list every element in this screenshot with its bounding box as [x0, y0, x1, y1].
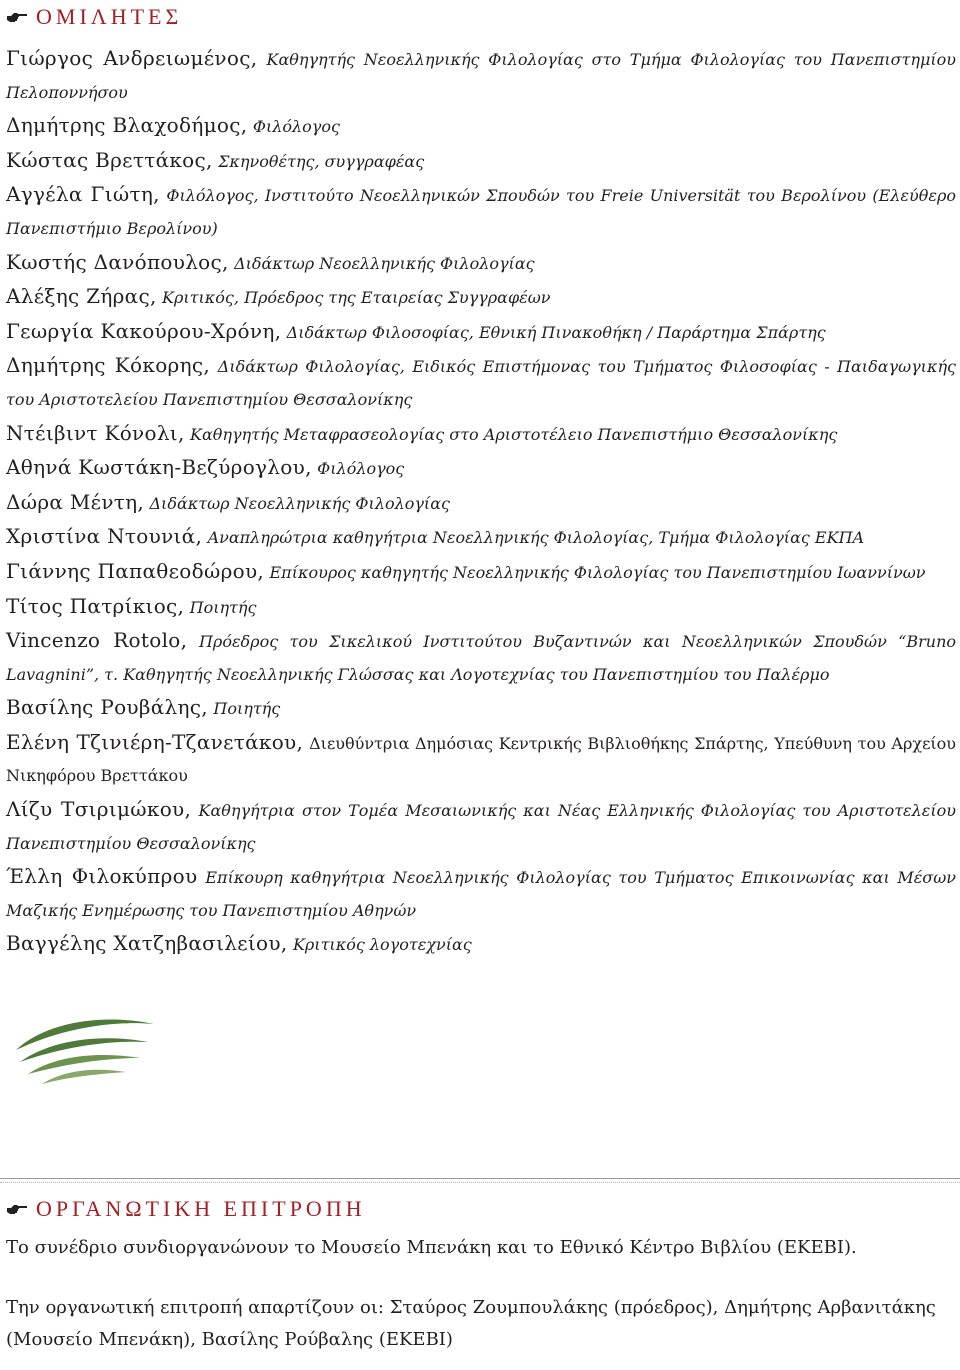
speaker-entry: [6, 927, 956, 962]
pointing-hand-icon: [6, 10, 28, 24]
speaker-name: Λίζυ Τσιριμώκου,: [6, 797, 192, 822]
speaker-description: Διδάκτωρ Φιλολογίας, Ειδικός Επιστήμονας του Τμήματος Φιλοσοφίας - Παιδαγωγικής του Αριστοτελείου Πανεπιστημίου Θεσσαλονίκης: [6, 357, 956, 409]
speaker-entry: [6, 624, 956, 691]
pointing-hand-icon: [6, 1202, 28, 1216]
speaker-entry: [6, 451, 956, 486]
speakers-list: [6, 42, 956, 962]
speaker-entry: [6, 178, 956, 245]
committee-paragraph-2: Την οργανωτική επιτροπή απαρτίζουν οι: Σταύρος Ζουμπουλάκης (πρόεδρος), Δημήτρης Αρβανιτάκης (Μουσείο Μπενάκη), Βασίλης Ρούβαλης (ΕΚΕΒΙ): [6, 1297, 936, 1350]
speaker-description: Διδάκτωρ Νεοελληνικής Φιλολογίας: [149, 493, 450, 513]
speaker-description: Διδάκτωρ Νεοελληνικής Φιλολογίας: [234, 253, 535, 273]
speaker-description: Κριτικός λογοτεχνίας: [292, 935, 472, 955]
speaker-entry: [6, 144, 956, 179]
speaker-description: Διδάκτωρ Φιλοσοφίας, Εθνική Πινακοθήκη / Παράρτημα Σπάρτης: [286, 322, 826, 342]
speaker-entry: [6, 417, 956, 452]
speaker-name: Γεωργία Κακούρου-Χρόνη,: [6, 318, 282, 343]
speaker-description: Αναπληρώτρια καθηγήτρια Νεοελληνικής Φιλολογίας, Τμήμα Φιλολογίας ΕΚΠΑ: [207, 528, 865, 548]
speaker-entry: [6, 520, 956, 555]
speaker-entry: [6, 280, 956, 315]
speaker-description: Κριτικός, Πρόεδρος της Εταιρείας Συγγραφέων: [162, 288, 551, 308]
speaker-description: Επίκουρος καθηγητής Νεοελληνικής Φιλολογίας του Πανεπιστημίου Ιωαννίνων: [269, 562, 926, 582]
speaker-name: Αλέξης Ζήρας,: [6, 284, 157, 309]
speaker-entry: [6, 726, 956, 793]
speaker-description: Ποιητής: [213, 699, 281, 719]
committee-paragraph-1: Το συνέδριο συνδιοργανώνουν το Μουσείο Μπενάκη και το Εθνικό Κέντρο Βιβλίου (ΕΚΕΒΙ).: [6, 1237, 857, 1258]
speaker-entry: [6, 315, 956, 350]
speaker-entry: [6, 860, 956, 927]
section-divider-dotted: [0, 1182, 960, 1183]
speaker-name: Κωστής Δανόπουλος,: [6, 249, 229, 274]
speaker-description: Ποιητής: [189, 597, 257, 617]
speaker-entry: [6, 349, 956, 416]
speaker-name: Κώστας Βρεττάκος,: [6, 147, 213, 172]
section-divider: [0, 1178, 960, 1179]
speaker-name: Vincenzo Rotolo,: [6, 628, 188, 653]
speaker-description: Καθηγητής Νεοελληνικής Φιλολογίας στο Τμήμα Φιλολογίας του Πανεπιστημίου Πελοποννήσου: [6, 50, 957, 102]
speaker-description: Καθηγήτρια στον Τομέα Μεσαιωνικής και Νέας Ελληνικής Φιλολογίας του Αριστοτελείου Πανεπιστημίου Θεσσαλονίκης: [6, 801, 956, 853]
speaker-entry: [6, 590, 956, 625]
speaker-description: Φιλόλογος, Ινστιτούτο Νεοελληνικών Σπουδών του Freie Universität του Βερολίνου (Ελεύθερο Πανεπιστήμιο Βερολίνου): [6, 186, 956, 238]
speaker-name: Αθηνά Κωστάκη-Βεζύρογλου,: [6, 455, 312, 480]
speaker-name: Έλλη Φιλοκύπρου: [6, 864, 198, 889]
speaker-name: Χριστίνα Ντουνιά,: [6, 524, 203, 549]
speaker-entry: [6, 109, 956, 144]
committee-heading: [6, 1196, 366, 1222]
green-leaf-swoosh-icon: [8, 1010, 158, 1085]
speaker-description: Επίκουρη καθηγήτρια Νεοελληνικής Φιλολογίας του Τμήματος Επικοινωνίας και Μέσων Μαζικής Ενημέρωσης του Πανεπιστημίου Αθηνών: [6, 868, 957, 920]
speaker-name: Ντέιβιντ Κόνολι,: [6, 420, 185, 445]
speakers-heading: [6, 4, 182, 30]
speaker-name: Γιώργος Ανδρειωμένος,: [6, 46, 258, 70]
committee-title: ΟΡΓΑΝΩΤΙΚΗ ΕΠΙΤΡΟΠΗ: [36, 1196, 366, 1221]
speaker-description: Διευθύντρια Δημόσιας Κεντρικής Βιβλιοθήκης Σπάρτης, Υπεύθυνη του Αρχείου Νικηφόρου Βρεττάκου: [6, 733, 956, 786]
speakers-title: ΟΜΙΛΗΤΕΣ: [36, 4, 183, 29]
speaker-entry: [6, 486, 956, 521]
speaker-description: Πρόεδρος του Σικελικού Ινστιτούτου Βυζαντινών και Νεοελληνικών Σπουδών “Bruno Lavagnini”, τ. Καθηγητής Νεοελληνικής Γλώσσας και Λογοτεχνίας του Πανεπιστημίου του Παλέρμο: [6, 632, 957, 684]
speaker-name: Δημήτρης Κόκορης,: [6, 353, 211, 378]
speaker-entry: [6, 691, 956, 726]
speaker-entry: [6, 246, 956, 281]
speaker-entry: [6, 555, 956, 590]
speaker-name: Βασίλης Ρουβάλης,: [6, 695, 208, 720]
speaker-name: Βαγγέλης Χατζηβασιλείου,: [6, 931, 288, 956]
speaker-name: Δημήτρης Βλαχοδήμος,: [6, 113, 248, 138]
speaker-description: Φιλόλογος: [317, 459, 405, 479]
speaker-name: Τίτος Πατρίκιος,: [6, 593, 185, 618]
speaker-name: Γιάννης Παπαθεοδώρου,: [6, 558, 265, 583]
speaker-description: Φιλόλογος: [252, 117, 340, 137]
speaker-description: Καθηγητής Μεταφρασεολογίας στο Αριστοτέλειο Πανεπιστήμιο Θεσσαλονίκης: [190, 424, 838, 444]
speaker-entry: [6, 42, 956, 109]
speaker-entry: [6, 793, 956, 860]
speaker-name: Ελένη Τζινιέρη-Τζανετάκου,: [6, 729, 304, 754]
speaker-description: Σκηνοθέτης, συγγραφέας: [218, 151, 425, 171]
speaker-name: Αγγέλα Γιώτη,: [6, 182, 160, 207]
speaker-name: Δώρα Μέντη,: [6, 489, 145, 514]
